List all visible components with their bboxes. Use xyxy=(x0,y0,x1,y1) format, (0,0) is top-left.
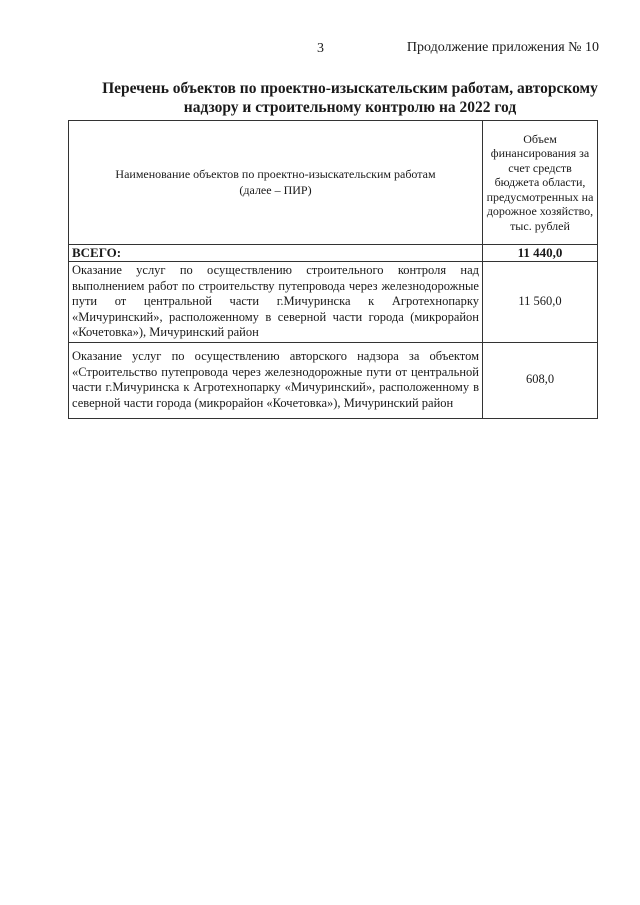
column-header-object-name xyxy=(69,121,483,245)
funding-amount-cell: 11 560,0 xyxy=(483,262,598,343)
column-header-funding-amount: Объем финансирования за счет средств бюджета области, предусмотренных на дорожное хозяйство, тыс. рублей xyxy=(483,121,598,245)
column-header-object-name-line-1: Наименование объектов по проектно-изыскательским работам xyxy=(115,167,436,181)
column-header-object-name-line-2: (далее – ПИР) xyxy=(239,182,312,197)
funding-amount-cell: 608,0 xyxy=(483,342,598,418)
document-title-line-2: надзору и строительному контролю на 2022 год xyxy=(183,99,517,116)
total-row xyxy=(69,245,598,262)
table-header-row xyxy=(69,121,598,245)
object-name-cell: Оказание услуг по осуществлению авторского надзора за объектом «Строительство путепровода через железнодорожные пути от центральной части г.Мичуринска к Агротехнопарку «Мичуринский», расположенному в северной части города (микрорайон «Кочетовка»), Мичуринский район xyxy=(69,342,483,418)
objects-table xyxy=(68,120,598,419)
document-title xyxy=(100,79,600,117)
document-title-line-1: Перечень объектов по проектно-изыскательским работам, авторскому xyxy=(102,80,598,97)
page-number: 3 xyxy=(317,41,324,56)
total-label: ВСЕГО: xyxy=(69,245,483,262)
total-value: 11 440,0 xyxy=(483,245,598,262)
object-name-cell: Оказание услуг по осуществлению строительного контроля над выполнением работ по строительству путепровода через железнодорожные пути от центральной части г.Мичуринска к Агротехнопарку «Мичуринский», расположенному в северной части города (микрорайон «Кочетовка»), Мичуринский район xyxy=(69,262,483,343)
table-row xyxy=(69,262,598,343)
appendix-continuation-note: Продолжение приложения № 10 xyxy=(406,40,599,55)
table-row xyxy=(69,342,598,418)
